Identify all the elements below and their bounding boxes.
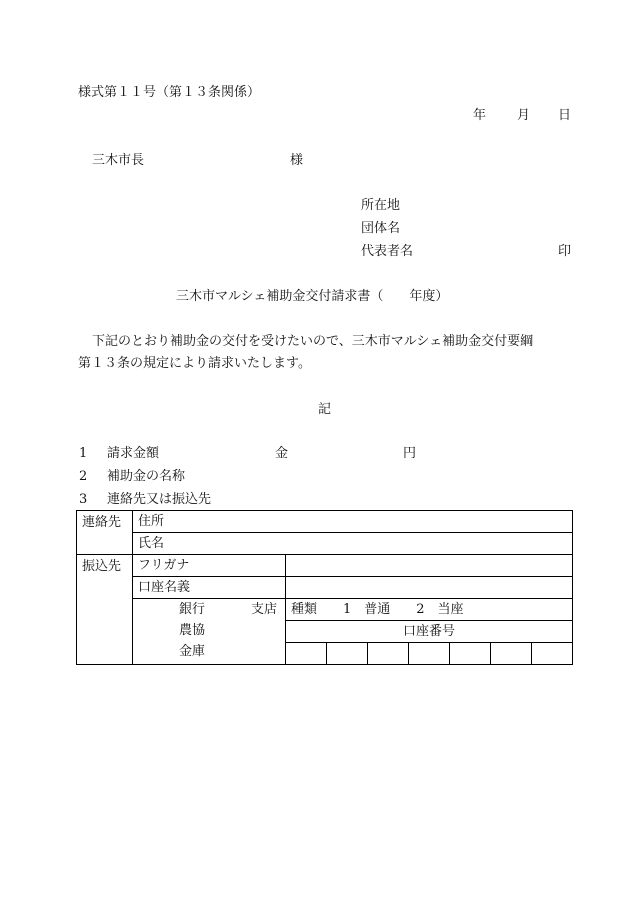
account-type-field[interactable]: [286, 599, 573, 621]
account-digit-box[interactable]: [368, 643, 409, 664]
account-digit-box[interactable]: [449, 643, 490, 664]
date-month: 月: [517, 108, 531, 123]
addressee-name: 三木市長: [92, 153, 145, 168]
seal-mark: 印: [558, 244, 572, 259]
date-year: 年: [473, 108, 487, 123]
item-label: 請求金額: [107, 446, 160, 461]
body-text-line-2: 第１３条の規定により請求いたします。: [78, 356, 311, 371]
item-number: 3: [79, 492, 88, 507]
contact-transfer-table: [76, 510, 573, 665]
account-digit-grid: [286, 643, 572, 664]
account-number-boxes: [286, 643, 573, 665]
transfer-label: 振込先: [77, 555, 133, 665]
account-holder-label: 口座名義: [133, 577, 286, 599]
furigana-label: フリガナ: [133, 555, 286, 577]
form-number: 様式第１１号（第１３条関係）: [78, 85, 261, 100]
account-digit-box[interactable]: [409, 643, 450, 664]
credit-union-label: 金庫: [179, 644, 206, 659]
contact-label: 連絡先: [77, 511, 133, 555]
bank-label: 銀行: [179, 602, 206, 617]
ki-heading: 記: [318, 402, 332, 417]
account-holder-input[interactable]: [286, 577, 573, 599]
furigana-input[interactable]: [286, 555, 573, 577]
body-text-line-1: 下記のとおり補助金の交付を受けたいので、三木市マルシェ補助金交付要綱: [92, 334, 534, 349]
account-digit-box[interactable]: [327, 643, 368, 664]
item-number: 1: [79, 446, 88, 461]
addressee-suffix: 様: [290, 153, 304, 168]
address-label: 住所: [138, 514, 165, 529]
applicant-organization-label: 団体名: [361, 221, 401, 236]
account-number-label: 口座番号: [286, 621, 573, 643]
name-label: 氏名: [138, 536, 165, 551]
item-request-amount: [79, 447, 159, 460]
name-field[interactable]: [133, 533, 573, 555]
item-label: 補助金の名称: [107, 469, 186, 484]
account-digit-box[interactable]: [531, 643, 572, 664]
item-contact-transfer: [79, 493, 211, 506]
applicant-representative-label: 代表者名: [361, 244, 414, 259]
branch-label: 支店: [251, 602, 278, 617]
account-type-label: 種類 1 普通 2 当座: [291, 602, 464, 617]
document-title: 三木市マルシェ補助金交付請求書（ 年度）: [176, 289, 449, 304]
address-field[interactable]: [133, 511, 573, 533]
bank-name-field[interactable]: [133, 599, 286, 665]
account-digit-box[interactable]: [490, 643, 531, 664]
applicant-location-label: 所在地: [361, 198, 401, 213]
amount-yen-label: 円: [403, 446, 417, 461]
agri-coop-label: 農協: [179, 623, 206, 638]
item-label: 連絡先又は振込先: [107, 492, 212, 507]
item-number: 2: [79, 469, 88, 484]
account-digit-box[interactable]: [286, 643, 327, 664]
item-subsidy-name: [79, 470, 185, 483]
date-day: 日: [558, 108, 572, 123]
amount-kin-label: 金: [275, 446, 289, 461]
